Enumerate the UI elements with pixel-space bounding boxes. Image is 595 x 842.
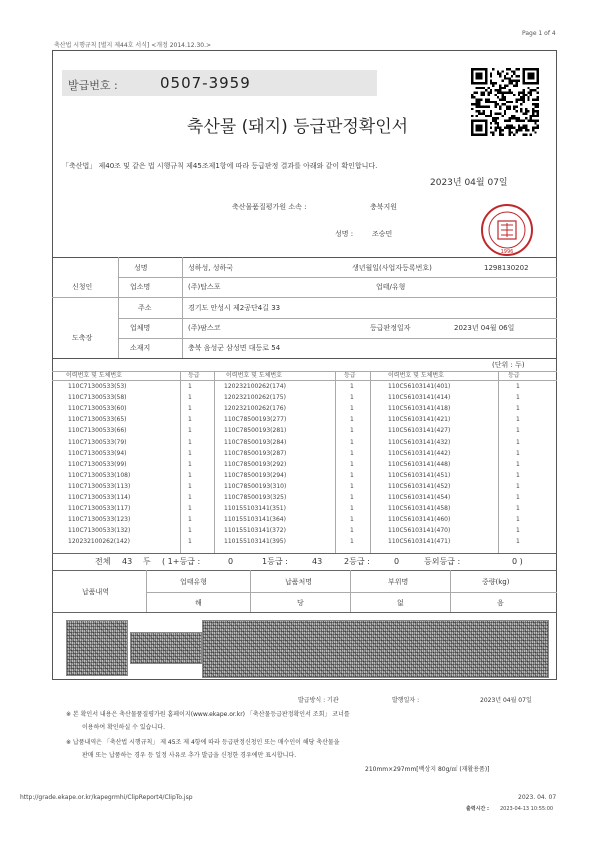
printed-time-label: 출력시간 :	[466, 806, 490, 812]
unit-label: (단위 : 두)	[492, 361, 525, 369]
grade-value: 1	[350, 394, 354, 402]
grade-value: 1	[350, 427, 354, 435]
note-1-line-2: 이용하여 확인하실 수 있습니다.	[82, 724, 165, 731]
trace-number: 120232100262(176)	[224, 405, 286, 413]
trace-number: 110155103141(395)	[224, 538, 286, 546]
issue-date-value: 2023년 04월 07일	[480, 697, 532, 704]
grade-value: 1	[350, 471, 354, 479]
delivery-header-weight: 중량(kg)	[482, 578, 510, 586]
grade-value: 1	[516, 505, 520, 513]
note-2-line-1: ※ 납품내역은 「축산법 시행규칙」 제 45조 제 4항에 따라 등급판정신청인 또는 매수인이 해당 축산물을	[66, 739, 340, 746]
slaughterhouse-name-label: 업체명	[130, 324, 151, 332]
grade-value: 1	[350, 438, 354, 446]
trace-number: 110C56103141(432)	[388, 438, 451, 446]
grading-date-label: 등급판정일자	[370, 324, 411, 332]
applicant-address: 경기도 안성시 제2공단4길 33	[188, 304, 281, 312]
trace-number: 110C71300533(53)	[68, 383, 127, 390]
applicant-id-label: 생년월일(사업자등록번호)	[352, 264, 432, 272]
total-value: 43	[122, 557, 133, 566]
trace-number: 110C78500193(284)	[224, 438, 287, 446]
security-pattern-band	[130, 632, 202, 664]
col-trace-3: 이력번호 및 도체번호	[388, 372, 444, 379]
trace-number: 110C78500193(310)	[224, 482, 287, 490]
trace-number: 110C56103141(448)	[388, 460, 451, 468]
total-unit: 두	[143, 557, 151, 566]
note-2-line-2: 판매 또는 납품하는 경우 등 일정 사유로 추가 발급을 신청한 경우에만 표시합니다.	[82, 752, 297, 759]
grade-out-label: 등외등급 :	[424, 557, 461, 566]
grade-value: 1	[188, 527, 192, 535]
trace-number: 110C56103141(458)	[388, 505, 451, 513]
trace-number: 110C56103141(421)	[388, 416, 451, 424]
grade-value: 1	[516, 405, 520, 413]
svg-text:1996: 1996	[500, 249, 514, 255]
representative-name: 조승민	[372, 230, 393, 238]
grade-value: 1	[516, 460, 520, 468]
grade-value: 1	[350, 405, 354, 413]
grade-1-label: 1등급 :	[262, 557, 288, 566]
applicant-name: 성하성, 성하국	[188, 264, 234, 272]
grade-value: 1	[516, 538, 520, 546]
grade-2-value: 0	[394, 557, 400, 566]
trace-number: 120232100262(174)	[224, 383, 286, 390]
grade-value: 1	[516, 516, 520, 524]
trace-number: 110C56103141(442)	[388, 449, 451, 457]
trace-number: 110C71300533(114)	[68, 494, 131, 501]
trace-number: 110C71300533(99)	[68, 460, 127, 468]
doc-number-label: 발급번호 :	[68, 79, 118, 92]
delivery-header-type: 업태유형	[180, 578, 208, 586]
grade-value: 1	[516, 527, 520, 535]
col-trace-2: 이력번호 및 도체번호	[226, 372, 282, 379]
trace-number: 110C56103141(427)	[388, 427, 451, 435]
browser-url[interactable]: http://grade.ekape.or.kr/kapegrmhi/ClipReport4/ClipTo.jsp	[20, 794, 193, 801]
browser-date: 2023. 04. 07	[518, 794, 557, 801]
grade-value: 1	[516, 427, 520, 435]
total-label: 전체	[95, 557, 111, 566]
delivery-section-label: 납품내역	[82, 588, 110, 596]
trace-number: 110C56103141(470)	[388, 527, 451, 535]
col-grade-2: 등급	[344, 372, 356, 379]
trace-number: 110C56103141(471)	[388, 538, 451, 546]
institution-label: 축산물품질평가원 소속 :	[232, 203, 307, 211]
grade-value: 1	[350, 482, 354, 490]
grade-value: 1	[188, 427, 192, 435]
trace-number: 110C71300533(58)	[68, 394, 127, 402]
grade-value: 1	[350, 516, 354, 524]
trace-number: 110C78500193(292)	[224, 460, 287, 468]
trace-number: 110C71300533(113)	[68, 482, 131, 490]
grade-value: 1	[516, 394, 520, 402]
trace-number: 110C56103141(454)	[388, 494, 451, 501]
paper-spec: 210mm×297mm[백상지 80g/㎡ (재활용품)]	[365, 766, 490, 773]
grade-value: 1	[188, 460, 192, 468]
delivery-value-type: 해	[195, 599, 202, 607]
trace-number: 110155103141(364)	[224, 516, 286, 524]
grade-1plus-value: 0	[228, 557, 234, 566]
trace-number: 120232100262(175)	[224, 394, 286, 402]
trace-number: 110C71300533(117)	[68, 505, 131, 513]
grade-value: 1	[350, 527, 354, 535]
grade-value: 1	[188, 438, 192, 446]
trace-number: 110C71300533(123)	[68, 516, 131, 524]
trace-number: 110C71300533(132)	[68, 527, 131, 535]
grade-value: 1	[188, 449, 192, 457]
delivery-header-buyer: 납품처명	[285, 578, 313, 586]
trace-number: 110155103141(372)	[224, 527, 286, 535]
institution-name: 충북지원	[370, 203, 398, 211]
grade-value: 1	[516, 438, 520, 446]
grade-value: 1	[188, 416, 192, 424]
trace-number: 110C56103141(418)	[388, 405, 451, 413]
trace-number: 110C71300533(94)	[68, 449, 127, 457]
grade-value: 1	[516, 449, 520, 457]
issue-date: 2023년 04월 07일	[430, 178, 508, 188]
document-title: 축산물 (돼지) 등급판정확인서	[186, 117, 409, 137]
note-1-line-1: ※ 본 확인서 내용은 축산물품질평가원 홈페이지(www.ekape.or.kr) 「축산물등급판정확인서 조회」 코너를	[66, 711, 350, 718]
delivery-value-part: 없	[397, 599, 404, 607]
security-pattern-large	[202, 620, 549, 678]
grade-value: 1	[516, 383, 520, 390]
trace-number: 110C56103141(452)	[388, 482, 451, 490]
trace-number: 110C78500193(325)	[224, 494, 287, 501]
applicant-id: 1298130202	[484, 264, 529, 272]
applicant-farm-label: 업소명	[130, 283, 151, 291]
trace-number: 120232100262(142)	[68, 538, 130, 546]
grade-value: 1	[350, 449, 354, 457]
applicant-address-label: 주소	[138, 304, 152, 312]
trace-number: 110155103141(351)	[224, 505, 286, 513]
representative-label: 성명 :	[335, 230, 354, 238]
applicant-brand-label: 업태/유형	[376, 283, 406, 291]
grade-1plus-label: ( 1+등급 :	[162, 557, 201, 566]
grade-value: 1	[188, 471, 192, 479]
grade-value: 1	[516, 471, 520, 479]
trace-number: 110C78500193(277)	[224, 416, 287, 424]
grade-value: 1	[188, 494, 192, 501]
applicant-farm: (주)탑스포	[188, 283, 221, 291]
delivery-value-weight: 음	[497, 599, 504, 607]
col-grade-3: 등급	[508, 372, 520, 379]
grade-value: 1	[188, 538, 192, 546]
slaughterhouse-location-label: 소재지	[130, 344, 151, 352]
trace-number: 110C78500193(287)	[224, 449, 287, 457]
grade-value: 1	[350, 494, 354, 501]
slaughterhouse-name: (주)팜스코	[188, 324, 221, 332]
col-trace-1: 이력번호 및 도체번호	[66, 372, 122, 379]
trace-number: 110C56103141(460)	[388, 516, 451, 524]
trace-number: 110C56103141(414)	[388, 394, 451, 402]
applicant-name-label: 성명	[134, 264, 148, 272]
grade-value: 1	[350, 460, 354, 468]
delivery-value-buyer: 당	[297, 599, 304, 607]
form-caption: 축산법 시행규칙 [별지 제44호 서식] <개정 2014.12.30.>	[54, 42, 212, 49]
page-number: Page 1 of 4	[522, 30, 556, 37]
grade-value: 1	[350, 505, 354, 513]
trace-number: 110C56103141(451)	[388, 471, 451, 479]
official-seal-icon	[478, 202, 536, 258]
issuer-label: 발급방식 : 기관	[298, 697, 339, 704]
grade-value: 1	[188, 516, 192, 524]
grade-value: 1	[188, 405, 192, 413]
grade-value: 1	[188, 394, 192, 402]
issue-date-label: 발행일자 :	[392, 697, 420, 704]
grade-value: 1	[516, 416, 520, 424]
grade-value: 1	[350, 383, 354, 390]
grade-value: 1	[188, 505, 192, 513]
grade-value: 1	[188, 482, 192, 490]
printed-time-value: 2023-04-13 10:55:00	[500, 806, 554, 812]
trace-number: 110C56103141(401)	[388, 383, 451, 390]
trace-number: 110C71300533(66)	[68, 427, 127, 435]
grade-value: 1	[188, 383, 192, 390]
trace-number: 110C71300533(65)	[68, 416, 127, 424]
security-pattern-small	[66, 620, 128, 676]
slaughterhouse-location: 충북 음성군 삼성면 대등로 54	[188, 344, 281, 352]
col-grade-1: 등급	[188, 372, 200, 379]
trace-number: 110C78500193(294)	[224, 471, 287, 479]
trace-number: 110C78500193(281)	[224, 427, 287, 435]
grade-value: 1	[516, 482, 520, 490]
legal-basis-text: 「축산법」 제40조 및 같은 법 시행규칙 제45조제1항에 따라 등급판정 결과를 아래와 같이 확인합니다.	[62, 162, 378, 170]
grade-value: 1	[350, 416, 354, 424]
trace-number: 110C71300533(108)	[68, 471, 131, 479]
trace-number: 110C71300533(79)	[68, 438, 127, 446]
grade-value: 1	[350, 538, 354, 546]
delivery-header-part: 부위명	[388, 578, 409, 586]
applicant-section-label: 신청인	[72, 283, 93, 291]
grade-out-value: 0 )	[512, 557, 523, 566]
trace-number: 110C71300533(60)	[68, 405, 127, 413]
grading-date: 2023년 04월 06일	[454, 324, 515, 332]
slaughterhouse-section-label: 도축장	[72, 334, 93, 342]
grade-2-label: 2등급 :	[344, 557, 370, 566]
grade-1-value: 43	[312, 557, 323, 566]
grade-value: 1	[516, 494, 520, 501]
doc-number: 0507-3959	[160, 74, 251, 92]
